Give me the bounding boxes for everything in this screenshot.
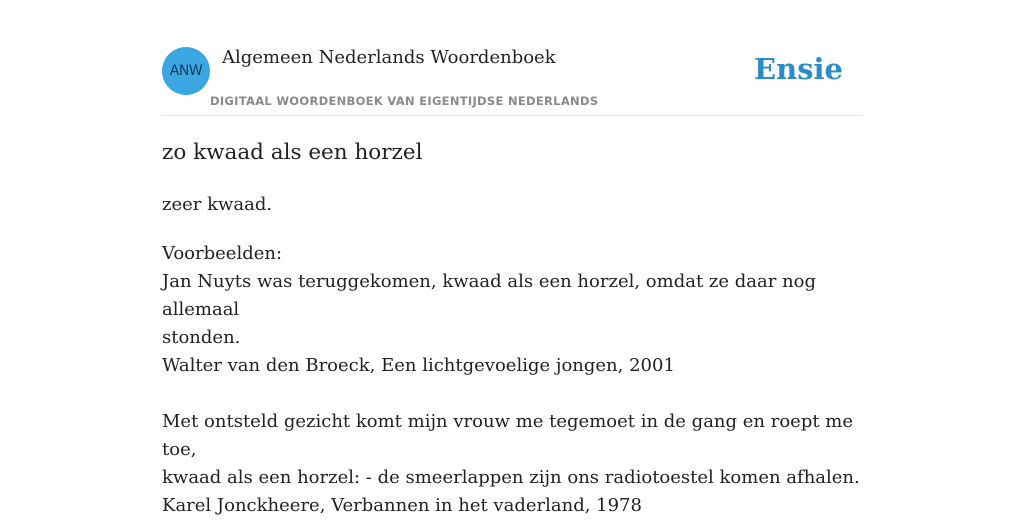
site-title[interactable]: Algemeen Nederlands Woordenboek [222, 47, 556, 68]
example-source: Walter van den Broeck, Een lichtgevoelige jongen, 2001 [162, 355, 675, 376]
example-text-line: Met ontsteld gezicht komt mijn vrouw me tegemoet in de gang en roept me toe, [162, 411, 854, 460]
anw-logo[interactable] [162, 47, 210, 95]
example-text-line: stonden. [162, 327, 241, 348]
anw-logo-text: ANW [169, 63, 203, 79]
page-container [162, 0, 862, 516]
entry-term: zo kwaad als een horzel [162, 140, 423, 165]
site-header [162, 0, 862, 116]
example-item [162, 268, 862, 380]
example-source: Karel Jonckheere, Verbannen in het vaderland, 1978 [162, 495, 642, 516]
example-item [162, 408, 862, 520]
example-text-line: kwaad als een horzel: - de smeerlappen zijn ons radiotoestel komen afhalen. [162, 467, 860, 488]
ensie-brand-logo[interactable]: Ensie [754, 52, 843, 86]
examples-section [162, 240, 862, 520]
entry-definition: zeer kwaad. [162, 194, 273, 215]
examples-label: Voorbeelden: [162, 243, 283, 264]
site-subtitle: DIGITAAL WOORDENBOEK VAN EIGENTIJDSE NEDERLANDS [210, 94, 599, 108]
example-text-line: Jan Nuyts was teruggekomen, kwaad als een horzel, omdat ze daar nog allemaal [162, 271, 817, 320]
